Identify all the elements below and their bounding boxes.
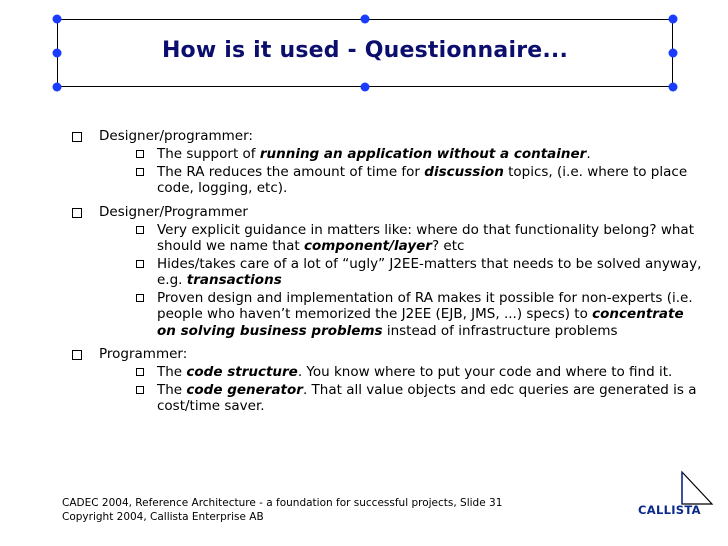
emphasis-text: concentrate on solving business problems	[157, 306, 684, 339]
section-heading: Designer/programmer:	[99, 128, 253, 144]
bullet-item	[99, 222, 702, 255]
selection-handle[interactable]	[669, 15, 678, 24]
square-bullet-icon	[72, 350, 82, 360]
text-segment: .	[586, 146, 591, 162]
slide-footer	[62, 496, 502, 524]
emphasis-text: code generator	[186, 381, 303, 398]
text-segment: ? etc	[431, 238, 465, 254]
square-bullet-icon	[136, 368, 144, 376]
section	[72, 128, 702, 197]
selection-handle[interactable]	[53, 83, 62, 92]
text-segment: topics, (i.e. where to place code, logging, etc).	[157, 163, 688, 196]
text-segment: . You know where to put your code and where to find it.	[297, 364, 673, 380]
square-bullet-icon	[72, 132, 82, 142]
bullet-text	[157, 222, 702, 255]
slide-title[interactable]: How is it used - Questionnaire...	[161, 38, 569, 63]
bullet-item	[99, 146, 702, 163]
text-segment: The RA reduces the amount of time for	[157, 163, 425, 180]
text-segment: The support of	[157, 146, 260, 162]
bullet-text	[157, 146, 702, 163]
square-bullet-icon	[136, 168, 144, 176]
square-bullet-icon	[136, 294, 144, 302]
text-segment: Very explicit guidance in matters like: where do that functionality belong? what should we name that	[157, 221, 694, 254]
bullet-item	[99, 364, 702, 381]
emphasis-text: transactions	[186, 272, 282, 288]
section	[72, 346, 702, 415]
bullet-text	[157, 256, 702, 289]
text-segment: The	[157, 381, 187, 398]
selection-handle[interactable]	[669, 83, 678, 92]
bullet-item	[99, 290, 702, 340]
section-heading: Programmer:	[99, 346, 188, 362]
emphasis-text: code structure	[186, 364, 298, 380]
square-bullet-icon	[72, 208, 82, 218]
selection-handle[interactable]	[53, 15, 62, 24]
section	[72, 204, 702, 340]
text-segment: Proven design and implementation of RA makes it possible for non-experts (i.e. people who haven’t memorized the J2EE (EJB, JMS, ...) specs) to	[157, 289, 693, 322]
emphasis-text: running an application without a container	[259, 146, 587, 162]
square-bullet-icon	[136, 226, 144, 234]
selection-handle[interactable]	[361, 83, 370, 92]
footer-line: Copyright 2004, Callista Enterprise AB	[62, 511, 264, 523]
slide-body[interactable]	[72, 128, 702, 422]
emphasis-text: component/layer	[303, 238, 432, 254]
bullet-text	[157, 290, 702, 340]
bullet-text	[157, 164, 702, 197]
text-segment: . That all value objects and edc queries are generated is a cost/time saver.	[157, 381, 697, 414]
text-segment: The	[157, 364, 187, 380]
bullet-item	[99, 382, 702, 415]
emphasis-text: discussion	[424, 163, 504, 180]
bullet-item	[99, 256, 702, 289]
section-heading: Designer/Programmer	[99, 203, 248, 220]
square-bullet-icon	[136, 260, 144, 268]
square-bullet-icon	[136, 386, 144, 394]
text-segment: Hides/takes care of a lot of “ugly” J2EE-matters that needs to be solved anyway, e.g.	[157, 255, 702, 288]
bullet-text	[157, 364, 702, 381]
bullet-text	[157, 382, 702, 415]
bullet-item	[99, 164, 702, 197]
text-segment: instead of infrastructure problems	[382, 322, 618, 339]
square-bullet-icon	[136, 150, 144, 158]
logo-text: CALLISTA	[638, 503, 701, 517]
footer-line: CADEC 2004, Reference Architecture - a foundation for successful projects, Slide 31	[62, 497, 503, 509]
selection-handle[interactable]	[361, 15, 370, 24]
